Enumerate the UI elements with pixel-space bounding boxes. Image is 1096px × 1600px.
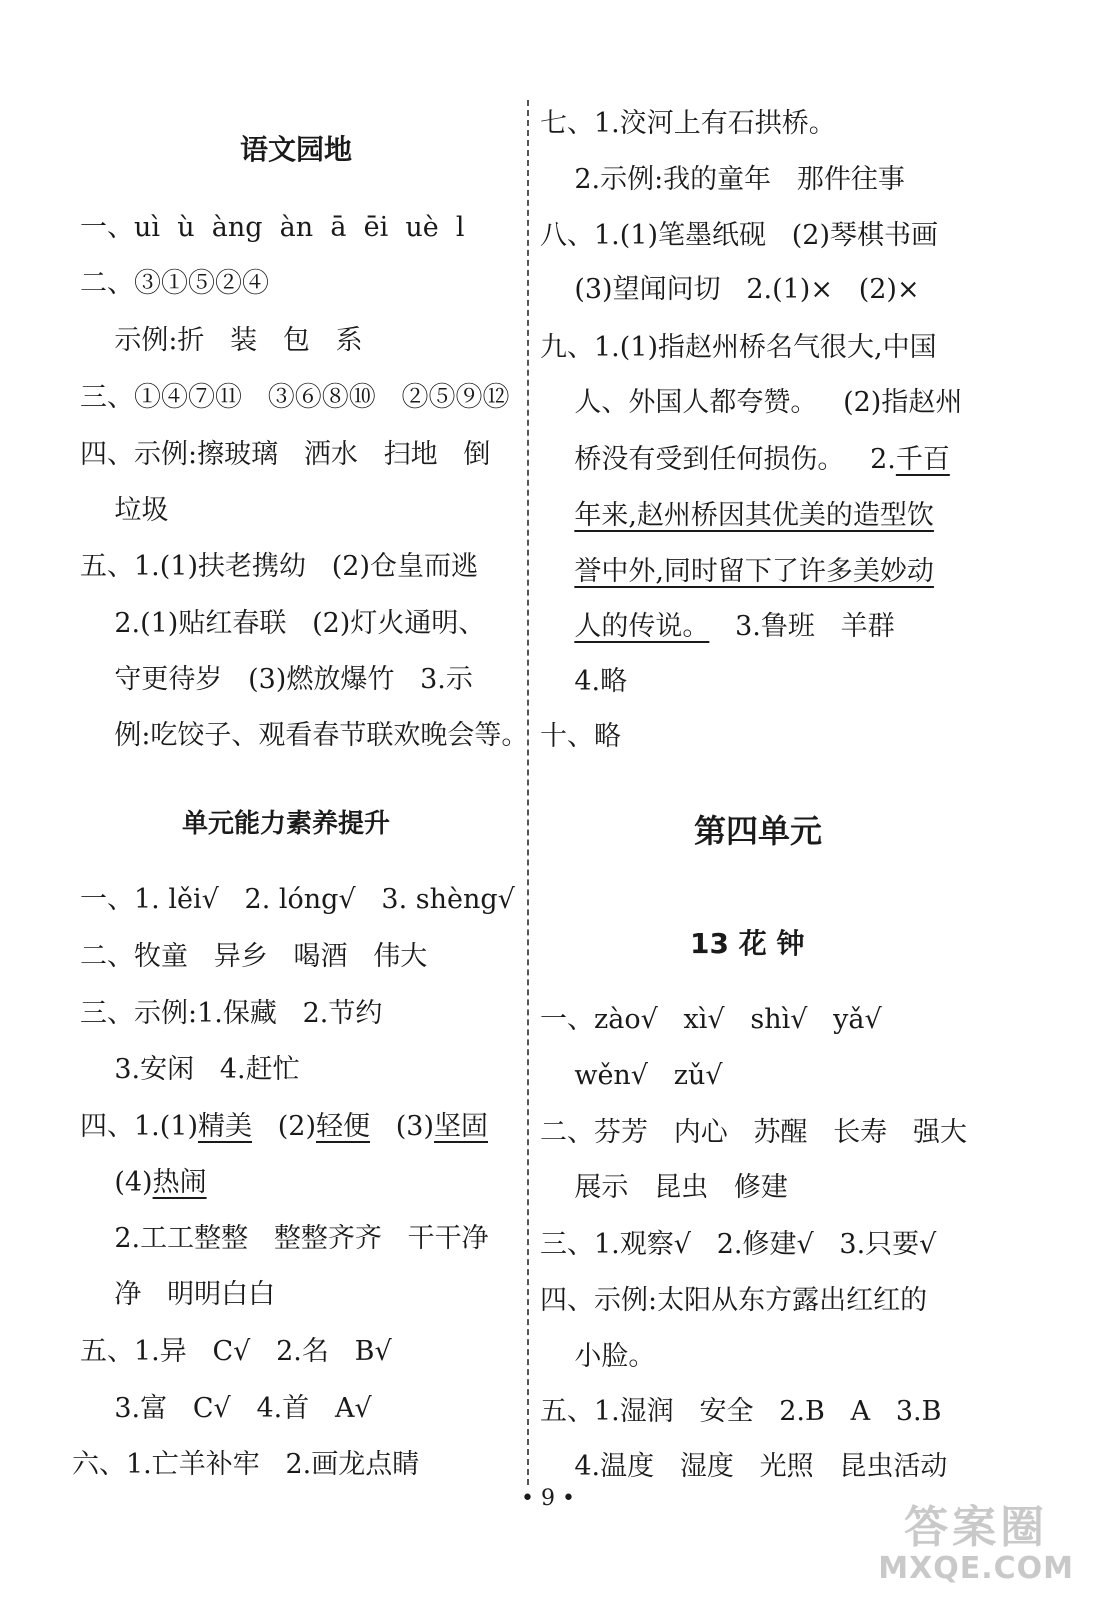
answer-line: 3.富 C√ 4.首 A√ bbox=[80, 1393, 372, 1424]
answer-line: 4.温度 湿度 光照 昆虫活动 bbox=[540, 1451, 948, 1482]
column-divider bbox=[527, 100, 529, 1485]
answer-line: 四、示例:擦玻璃 洒水 扫地 倒 bbox=[80, 439, 491, 470]
line-text: (2) bbox=[252, 1111, 317, 1142]
answer-line: 五、1.异 C√ 2.名 B√ bbox=[80, 1336, 392, 1367]
answer-line: 示例:折 装 包 系 bbox=[80, 325, 363, 356]
answer-line: 垃圾 bbox=[80, 495, 169, 526]
answer-line: 二、牧童 异乡 喝酒 伟大 bbox=[80, 941, 428, 972]
answer-line: wěn√ zǔ√ bbox=[540, 1060, 723, 1091]
answer-line: (3)望闻问切 2.(1)× (2)× bbox=[540, 274, 920, 305]
answer-line: 3.安闲 4.赶忙 bbox=[80, 1054, 300, 1085]
answer-line-underlined bbox=[540, 552, 934, 592]
underlined-word: 精美 bbox=[198, 1111, 253, 1142]
answer-line: 三、1.观察√ 2.修建√ 3.只要√ bbox=[540, 1229, 937, 1260]
answer-line: 4.略 bbox=[540, 666, 628, 697]
line-prefix: 四、1.(1) bbox=[80, 1111, 199, 1142]
answer-line: 七、1.洨河上有石拱桥。 bbox=[540, 108, 836, 139]
line-prefix: (4) bbox=[80, 1167, 153, 1198]
answer-line: 五、1.湿润 安全 2.B A 3.B bbox=[540, 1396, 942, 1427]
answer-line: 小脸。 bbox=[540, 1341, 656, 1372]
answer-line: 八、1.(1)笔墨纸砚 (2)琴棋书画 bbox=[540, 220, 938, 251]
answer-line-underlined bbox=[540, 440, 950, 480]
answer-line: 守更待岁 (3)燃放爆竹 3.示 bbox=[80, 664, 473, 695]
answer-line: 展示 昆虫 修建 bbox=[540, 1172, 788, 1203]
line-text: 桥没有受到任何损伤。 2. bbox=[540, 444, 896, 475]
underlined-sentence: 誉中外,同时留下了许多美妙动 bbox=[574, 556, 934, 587]
answer-line: 四、示例:太阳从东方露出红红的 bbox=[540, 1285, 928, 1316]
underlined-word: 坚固 bbox=[434, 1111, 489, 1142]
watermark-logo-text: 答案圈 bbox=[904, 1502, 1049, 1553]
answer-line: 十、略 bbox=[540, 721, 621, 752]
answer-line: 六、1.亡羊补牢 2.画龙点睛 bbox=[72, 1449, 420, 1480]
underlined-sentence: 人的传说。 bbox=[574, 611, 710, 642]
line-text: 3.鲁班 羊群 bbox=[709, 611, 895, 642]
answer-line: 2.(1)贴红春联 (2)灯火通明、 bbox=[80, 608, 486, 639]
answer-line-underlined bbox=[80, 1163, 207, 1203]
underlined-sentence: 年来,赵州桥因其优美的造型饮 bbox=[574, 500, 934, 531]
underlined-word: 轻便 bbox=[316, 1111, 371, 1142]
answer-line: 一、uì ù àng àn ā ēi uè l bbox=[80, 212, 465, 243]
answer-line: 一、zào√ xì√ shì√ yǎ√ bbox=[540, 1004, 882, 1035]
underlined-word: 热闹 bbox=[152, 1167, 207, 1198]
answer-line: 一、1. lěi√ 2. lóng√ 3. shèng√ bbox=[80, 884, 515, 915]
answer-line: 三、示例:1.保藏 2.节约 bbox=[80, 998, 383, 1029]
answer-line: 五、1.(1)扶老携幼 (2)仓皇而逃 bbox=[80, 551, 478, 582]
answer-line: 三、①④⑦⑪ ③⑥⑧⑩ ②⑤⑨⑫ bbox=[80, 382, 510, 413]
answer-line-underlined bbox=[540, 496, 934, 536]
answer-line: 二、芬芳 内心 苏醒 长寿 强大 bbox=[540, 1117, 967, 1148]
line-text: (3) bbox=[370, 1111, 435, 1142]
answer-line: 净 明明白白 bbox=[80, 1279, 276, 1310]
answer-line: 例:吃饺子、观看春节联欢晚会等。 bbox=[80, 720, 529, 751]
answer-line: 2.示例:我的童年 那件往事 bbox=[540, 164, 905, 195]
answer-line: 2.工工整整 整整齐齐 干干净 bbox=[80, 1223, 489, 1254]
answer-line-underlined bbox=[540, 607, 895, 647]
page-number: • 9 • bbox=[521, 1486, 575, 1511]
answer-line: 二、③①⑤②④ bbox=[80, 268, 269, 299]
unit-heading: 第四单元 bbox=[694, 812, 823, 850]
answer-line: 人、外国人都夸赞。 (2)指赵州 bbox=[540, 387, 963, 418]
section-heading-danyuan-nengli: 单元能力素养提升 bbox=[182, 809, 391, 839]
answer-line-underlined bbox=[80, 1107, 488, 1147]
answer-line: 九、1.(1)指赵州桥名气很大,中国 bbox=[540, 332, 937, 363]
watermark-logo bbox=[878, 1504, 1074, 1586]
section-heading-yuwen-yuandi: 语文园地 bbox=[240, 133, 353, 166]
watermark-url: MXQE.COM bbox=[878, 1551, 1074, 1586]
underlined-word: 千百 bbox=[895, 444, 950, 475]
lesson-heading: 13 花 钟 bbox=[690, 927, 805, 960]
